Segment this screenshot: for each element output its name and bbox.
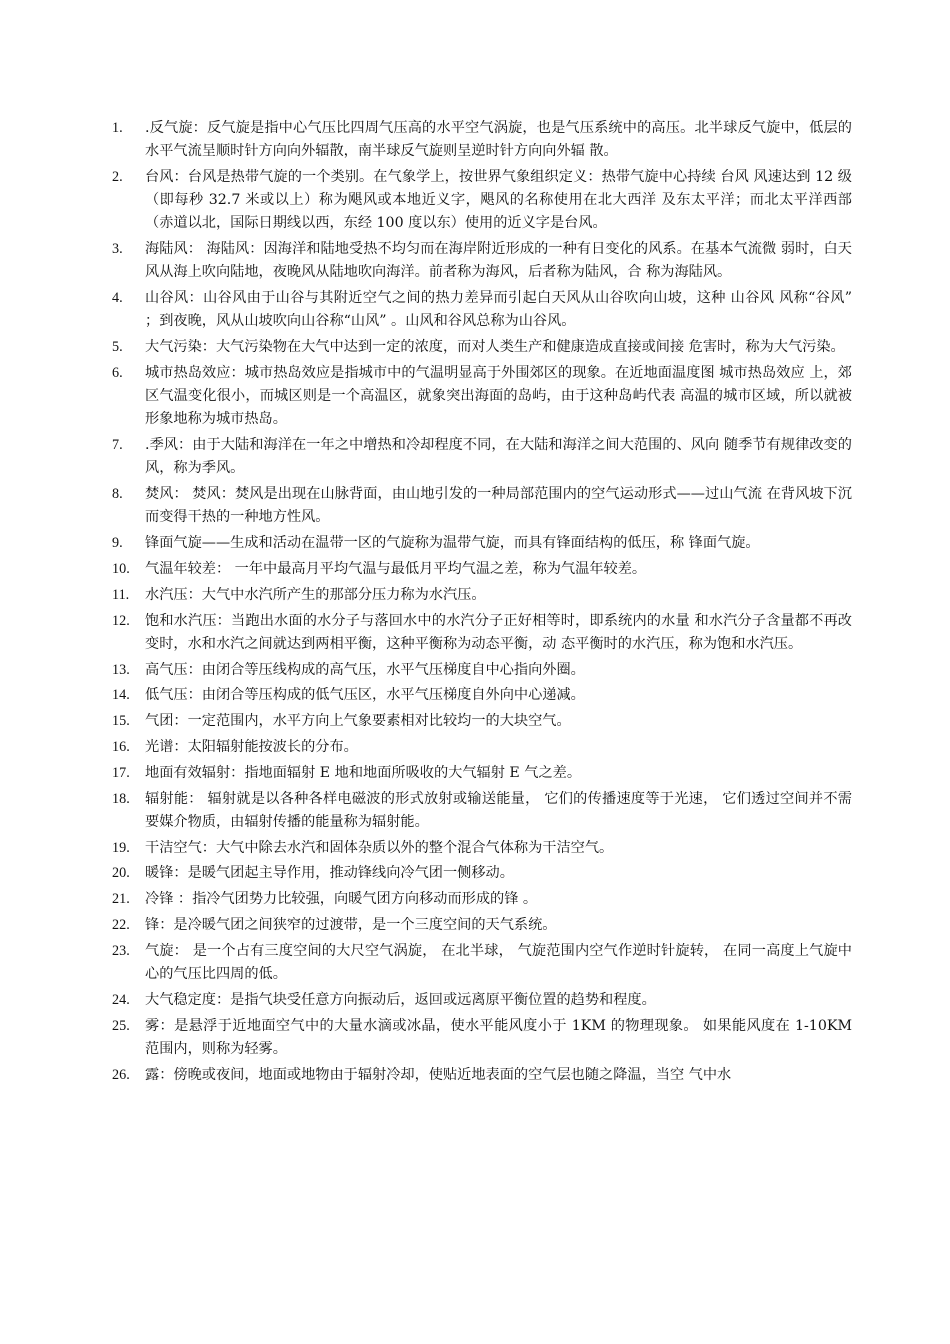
item-number: 15. bbox=[112, 713, 130, 730]
list-item bbox=[112, 659, 852, 682]
list-item bbox=[112, 238, 852, 284]
item-number: 23. bbox=[112, 942, 130, 959]
item-number: 10. bbox=[112, 561, 130, 577]
item-text: 高气压：由闭合等压线构成的高气压，水平气压梯度自中心指向外圈。 bbox=[145, 661, 585, 678]
item-text: 雾：是悬浮于近地面空气中的大量水滴或冰晶，使水平能风度小于 1KM 的物理现象。 如果能风度在 1-10KM 范围内，则称为轻雾。 bbox=[145, 1017, 852, 1057]
item-number: 14. bbox=[112, 687, 130, 704]
item-text: 大气稳定度：是指气块受任意方向振动后，返回或远离原平衡位置的趋势和程度。 bbox=[145, 991, 656, 1008]
item-text: 露：傍晚或夜间，地面或地物由于辐射冷却，使贴近地表面的空气层也随之降温，当空 气中水 bbox=[145, 1066, 732, 1083]
list-item bbox=[112, 762, 852, 785]
item-text: 辐射能： 辐射就是以各种各样电磁波的形式放射或输送能量， 它们的传播速度等于光速， 它们透过空间并不需要媒介物质，由辐射传播的能量称为辐射能。 bbox=[145, 790, 852, 830]
item-text: .反气旋：反气旋是指中心气压比四周气压高的水平空气涡旋，也是气压系统中的高压。北半球反气旋中，低层的水平气流呈顺时针方向向外辐散，南半球反气旋则呈逆时针方向向外辐 散。 bbox=[145, 120, 852, 160]
item-number: 24. bbox=[112, 991, 130, 1008]
list-item bbox=[112, 483, 852, 529]
list-item bbox=[112, 710, 852, 733]
list-item bbox=[112, 684, 852, 707]
list-item bbox=[112, 166, 852, 236]
item-number: 12. bbox=[112, 612, 130, 629]
list-item bbox=[112, 558, 852, 581]
item-text: 冷锋 ：指冷气团势力比较强，向暖气团方向移动而形成的锋 。 bbox=[145, 891, 538, 908]
item-text: 气温年较差： 一年中最高月平均气温与最低月平均气温之差，称为气温年较差。 bbox=[145, 561, 647, 577]
list-item bbox=[112, 362, 852, 432]
item-text: 台风：台风是热带气旋的一个类别。在气象学上，按世界气象组织定义：热带气旋中心持续 台风 风速达到 12 级（即每秒 32.7 米或以上）称为飓风或本地近义字，飓风的名称使用在北大西洋 及东太平洋；而北太平洋西部（赤道以北，国际日期线以西，东经 100 度以东）使用的近义字是台风。 bbox=[145, 169, 852, 232]
item-text: 城市热岛效应：城市热岛效应是指城市中的气温明显高于外围郊区的现象。在近地面温度图 城市热岛效应 上，郊区气温变化很小，而城区则是一个高温区，就象突出海面的岛屿，由于这种岛屿代表 高温的城市区域，所以就被形象地称为城市热岛。 bbox=[145, 365, 852, 428]
item-number: 7. bbox=[112, 437, 123, 454]
item-number: 18. bbox=[112, 790, 130, 807]
list-item bbox=[112, 434, 852, 480]
list-item bbox=[112, 788, 852, 834]
list-item bbox=[112, 914, 852, 937]
item-text: 光谱：太阳辐射能按波长的分布。 bbox=[145, 738, 358, 755]
item-number: 1. bbox=[112, 120, 123, 136]
item-number: 25. bbox=[112, 1017, 130, 1034]
item-number: 16. bbox=[112, 738, 130, 755]
list-item bbox=[112, 287, 852, 333]
item-text: 暖锋：是暖气团起主导作用，推动锋线向冷气团一侧移动。 bbox=[145, 865, 514, 882]
item-number: 19. bbox=[112, 839, 130, 856]
item-number: 13. bbox=[112, 661, 130, 678]
item-number: 26. bbox=[112, 1066, 130, 1083]
list-item bbox=[112, 837, 852, 860]
item-number: 20. bbox=[112, 865, 130, 882]
item-text: 海陆风： 海陆风：因海洋和陆地受热不均匀而在海岸附近形成的一种有日变化的风系。在基本气流微 弱时，白天风从海上吹向陆地，夜晚风从陆地吹向海洋。前者称为海风，后者称为陆风，合 称为海陆风。 bbox=[145, 241, 852, 281]
item-text: 气旋： 是一个占有三度空间的大尺空气涡旋， 在北半球， 气旋范围内空气作逆时针旋转， 在同一高度上气旋中心的气压比四周的低。 bbox=[145, 942, 852, 982]
item-text: 锋面气旋——生成和活动在温带一区的气旋称为温带气旋，而具有锋面结构的低压，称 锋面气旋。 bbox=[145, 535, 760, 552]
list-item bbox=[112, 336, 852, 359]
definition-list bbox=[112, 117, 852, 1089]
list-item bbox=[112, 989, 852, 1012]
list-item bbox=[112, 532, 852, 555]
list-item bbox=[112, 1064, 852, 1087]
item-number: 17. bbox=[112, 764, 130, 781]
list-item bbox=[112, 888, 852, 911]
item-text: 山谷风：山谷风由于山谷与其附近空气之间的热力差异而引起白天风从山谷吹向山坡，这种 山谷风 风称“谷风” ；到夜晚，风从山坡吹向山谷称“山风” 。山风和谷风总称为山谷风。 bbox=[145, 290, 852, 330]
list-item bbox=[112, 736, 852, 759]
item-number: 2. bbox=[112, 169, 123, 185]
item-number: 5. bbox=[112, 339, 123, 356]
item-number: 21. bbox=[112, 891, 130, 908]
item-text: 锋：是冷暖气团之间狭窄的过渡带，是一个三度空间的天气系统。 bbox=[145, 916, 557, 933]
item-number: 6. bbox=[112, 365, 123, 381]
list-item bbox=[112, 940, 852, 986]
list-item bbox=[112, 1015, 852, 1061]
list-item bbox=[112, 610, 852, 656]
item-text: 低气压：由闭合等压构成的低气压区，水平气压梯度自外向中心递减。 bbox=[145, 687, 585, 704]
item-number: 11. bbox=[112, 586, 130, 603]
list-item bbox=[112, 862, 852, 885]
list-item bbox=[112, 117, 852, 163]
item-text: 水汽压：大气中水汽所产生的那部分压力称为水汽压。 bbox=[145, 586, 486, 603]
item-text: 地面有效辐射：指地面辐射 E 地和地面所吸收的大气辐射 E 气之差。 bbox=[145, 764, 582, 781]
item-text: 焚风： 焚风：焚风是出现在山脉背面，由山地引发的一种局部范围内的空气运动形式——过山气流 在背风坡下沉而变得干热的一种地方性风。 bbox=[145, 486, 852, 526]
item-text: 大气污染：大气污染物在大气中达到一定的浓度，而对人类生产和健康造成直接或间接 危害时，称为大气污染。 bbox=[145, 339, 845, 356]
list-item bbox=[112, 584, 852, 607]
item-number: 4. bbox=[112, 290, 123, 307]
item-text: 干洁空气：大气中除去水汽和固体杂质以外的整个混合气体称为干洁空气。 bbox=[145, 839, 614, 856]
item-number: 8. bbox=[112, 486, 123, 503]
item-text: 饱和水汽压：当跑出水面的水分子与落回水中的水汽分子正好相等时，即系统内的水量 和水汽分子含量都不再改变时，水和水汽之间就达到两相平衡，这种平衡称为动态平衡，动 态平衡时的水汽压，称为饱和水汽压。 bbox=[145, 612, 852, 652]
item-text: 气团：一定范围内，水平方向上气象要素相对比较均一的大块空气。 bbox=[145, 713, 571, 730]
item-number: 9. bbox=[112, 535, 123, 552]
item-number: 3. bbox=[112, 241, 123, 258]
item-text: .季风：由于大陆和海洋在一年之中增热和冷却程度不同，在大陆和海洋之间大范围的、风向 随季节有规律改变的风，称为季风。 bbox=[145, 437, 852, 477]
item-number: 22. bbox=[112, 916, 130, 933]
